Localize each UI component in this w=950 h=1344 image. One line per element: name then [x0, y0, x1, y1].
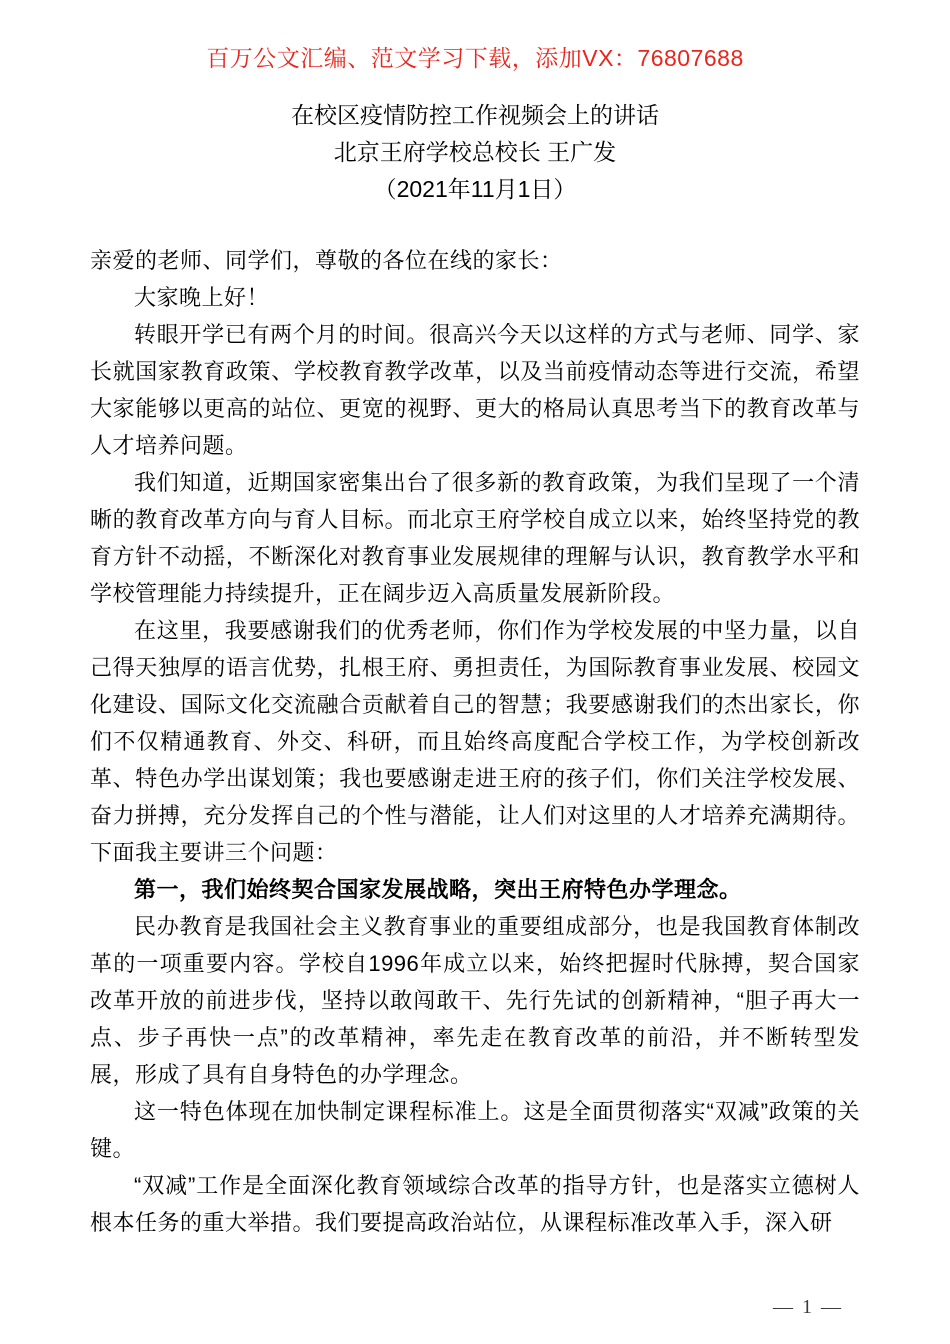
author-line: 北京王府学校总校长 王广发 [333, 139, 617, 165]
paragraph-policy: 我们知道，近期国家密集出台了很多新的教育政策，为我们呈现了一个清晰的教育改革方向与育人目标。而北京王府学校自成立以来，始终坚持党的教育方针不动摇，不断深化对教育事业发展规律的理解与认识，教育教学水平和学校管理能力持续提升，正在阔步迈入高质量发展新阶段。 [90, 470, 860, 606]
title-block [0, 97, 950, 208]
section-1-paragraph-2: 这一特色体现在加快制定课程标准上。这是全面贯彻落实“双减”政策的关键。 [90, 1099, 860, 1161]
paragraph-opening: 转眼开学已有两个月的时间。很高兴今天以这样的方式与老师、同学、家长就国家教育政策、学校教育教学改革，以及当前疫情动态等进行交流，希望大家能够以更高的站位、更宽的视野、更大的格局认真思考当下的教育改革与人才培养问题。 [90, 322, 860, 458]
document-title: 在校区疫情防控工作视频会上的讲话 [291, 102, 659, 128]
paragraph-thanks: 在这里，我要感谢我们的优秀老师，你们作为学校发展的中坚力量，以自己得天独厚的语言优势，扎根王府、勇担责任，为国际教育事业发展、校园文化建设、国际文化交流融合贡献着自己的智慧；我要感谢我们的杰出家长，你们不仅精通教育、外交、科研，而且始终高度配合学校工作，为学校创新改革、特色办学出谋划策；我也要感谢走进王府的孩子们，你们关注学校发展、奋力拼搏，充分发挥自己的个性与潜能，让人们对这里的人才培养充满期待。下面我主要讲三个问题： [90, 618, 860, 865]
document-body [90, 242, 860, 1241]
section-1-paragraph-3: “双减”工作是全面深化教育领域综合改革的指导方针，也是落实立德树人根本任务的重大举措。我们要提高政治站位，从课程标准改革入手，深入研 [90, 1173, 860, 1235]
page-number: — 1 — [773, 1296, 843, 1318]
salutation: 亲爱的老师、同学们，尊敬的各位在线的家长： [90, 248, 563, 273]
section-1-heading: 第一，我们始终契合国家发展战略，突出王府特色办学理念。 [134, 877, 742, 902]
promo-notice: 百万公文汇编、范文学习下载，添加VX：76807688 [206, 45, 744, 71]
date-line: （2021年11月1日） [373, 176, 577, 202]
greeting: 大家晚上好！ [134, 285, 270, 310]
section-1-paragraph-1: 民办教育是我国社会主义教育事业的重要组成部分，也是我国教育体制改革的一项重要内容。学校自1996年成立以来，始终把握时代脉搏，契合国家改革开放的前进步伐，坚持以敢闯敢干、先行先试的创新精神，“胆子再大一点、步子再快一点”的改革精神，率先走在教育改革的前沿，并不断转型发展，形成了具有自身特色的办学理念。 [90, 914, 860, 1087]
